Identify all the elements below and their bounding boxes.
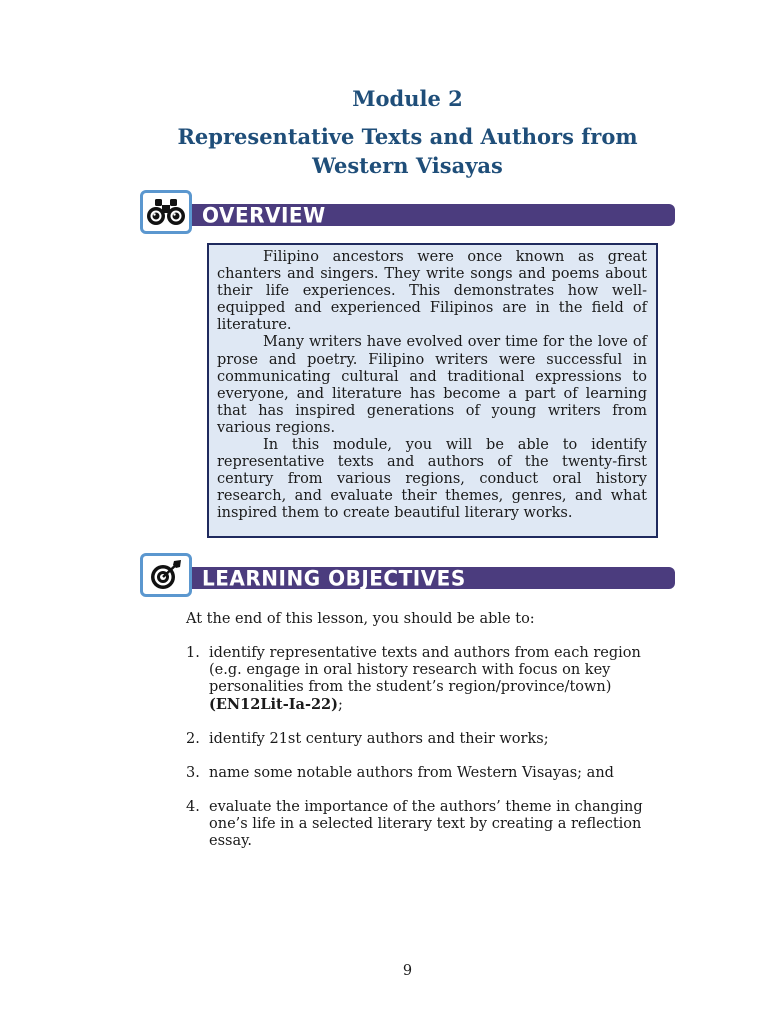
overview-bar: [190, 204, 675, 226]
objective-text: identify 21st century authors and their works;: [209, 731, 549, 747]
overview-heading: OVERVIEW: [202, 202, 326, 228]
objective-item-4: [186, 799, 658, 850]
overview-paragraph-2: Many writers have evolved over time for the love of prose and poetry. Filipino writers were successful in communicating cultural and traditional expressions to everyone, and literature has become a part of learning that has inspired generations of young writers from various regions.: [217, 334, 647, 436]
binoculars-icon: [140, 190, 192, 234]
objectives-list: [186, 645, 658, 867]
objective-item-3: [186, 765, 658, 782]
objectives-heading: LEARNING OBJECTIVES: [202, 565, 466, 591]
overview-banner: [140, 190, 675, 238]
objective-text: name some notable authors from Western Visayas; and: [209, 765, 614, 781]
objective-number: 2.: [186, 731, 200, 747]
objective-text: evaluate the importance of the authors’ theme in changing one’s life in a selected literary text by creating a reflection essay.: [209, 799, 643, 849]
objective-number: 3.: [186, 765, 200, 781]
overview-paragraph-1: Filipino ancestors were once known as great chanters and singers. They write songs and poems about their life experiences. This demonstrates how well-equipped and experienced Filipinos are in the field of literature.: [217, 249, 647, 334]
objective-number: 4.: [186, 799, 200, 815]
module-title-line1: Representative Texts and Authors from: [177, 124, 638, 149]
objective-text: identify representative texts and authors from each region (e.g. engage in oral history research with focus on key personalities from the student’s region/province/town): [209, 645, 641, 695]
objective-tail: ;: [338, 697, 343, 713]
overview-text-box: [207, 243, 658, 538]
module-number: Module 2: [352, 86, 463, 111]
objective-item-2: [186, 731, 658, 748]
objectives-lead: At the end of this lesson, you should be able to:: [186, 611, 535, 627]
page-number: 9: [402, 963, 413, 979]
competency-code: (EN12Lit-Ia-22): [209, 696, 338, 713]
objectives-banner: [140, 553, 675, 601]
target-icon: [140, 553, 192, 597]
overview-paragraph-3: In this module, you will be able to identify representative texts and authors of the twenty-first century from various regions, conduct oral history research, and evaluate their themes, genres, and what inspired them to create beautiful literary works.: [217, 437, 647, 522]
objectives-bar: [190, 567, 675, 589]
objective-number: 1.: [186, 645, 200, 661]
module-title-line2: Western Visayas: [312, 153, 503, 178]
objective-item-1: [186, 645, 658, 714]
